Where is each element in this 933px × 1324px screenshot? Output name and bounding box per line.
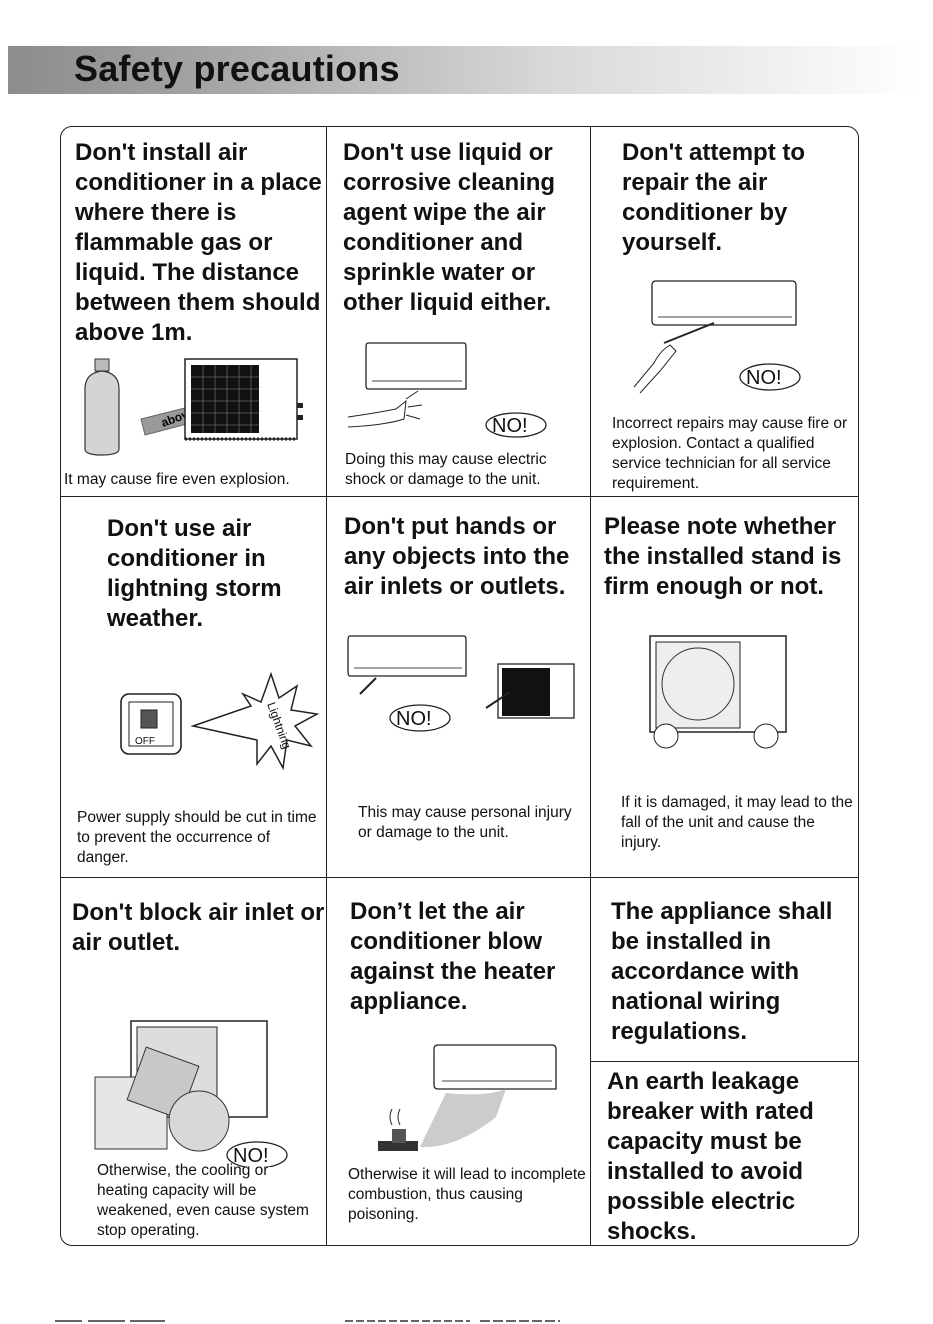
badge-text: NO!	[233, 1145, 269, 1167]
page-title: Safety precautions	[74, 48, 400, 89]
card-heading: Don't block air inlet or air outlet.	[72, 899, 325, 956]
indoor-unit-icon	[346, 632, 590, 742]
card-lightning	[61, 496, 326, 877]
switch-label: OFF	[135, 736, 155, 747]
card-stand-firm	[590, 496, 859, 877]
spray-hand-icon	[348, 401, 406, 427]
card-heading: Don't use liquid or corrosive cleaning agent wipe the air conditioner and sprinkle water or other liquid either.	[343, 139, 556, 316]
power-switch-icon	[111, 664, 323, 784]
card-wiring-regulations	[590, 877, 859, 1061]
card-heading: Don't put hands or any objects into the air inlets or outlets.	[344, 513, 570, 600]
card-note: If it is damaged, it may lead to the fall of the unit and cause the injury.	[621, 794, 853, 851]
card-note: Doing this may cause electric shock or damage to the unit.	[345, 451, 547, 488]
card-no-heater	[326, 877, 590, 1246]
card-no-block	[61, 877, 326, 1246]
card-no-self-repair	[590, 127, 859, 496]
card-heading: Don't install air conditioner in a place where there is flammable gas or liquid. The distance between them should above 1m.	[75, 139, 322, 346]
card-no-liquid	[326, 127, 590, 496]
lightning-label: Lightning	[264, 700, 294, 751]
card-heading: The appliance shall be installed in accordance with national wiring regulations.	[611, 898, 833, 1045]
card-heading: Don’t let the air conditioner blow against the heater appliance.	[350, 898, 556, 1015]
card-heading: Please note whether the installed stand is firm enough or not.	[604, 513, 842, 600]
card-note: This may cause personal injury or damage to the unit.	[358, 804, 572, 841]
card-no-hands	[326, 496, 590, 877]
badge-text: NO!	[492, 415, 528, 437]
badge-text: NO!	[746, 367, 782, 389]
title-banner	[8, 46, 920, 94]
block-boxes-icon	[91, 1017, 321, 1167]
lightning-icon	[193, 674, 317, 768]
card-note: It may cause fire even explosion.	[64, 471, 290, 488]
screwdriver-hand-icon	[664, 323, 714, 343]
card-note: Otherwise, the cooling or heating capacity will be weakened, even cause system stop operating.	[97, 1162, 309, 1239]
footer-marks	[0, 1318, 933, 1324]
card-flammable-gas	[61, 127, 326, 496]
distance-label: above	[159, 404, 197, 430]
card-note: Incorrect repairs may cause fire or explosion. Contact a qualified service technician for all service requirement.	[612, 415, 848, 492]
indoor-unit-icon	[624, 277, 844, 397]
heater-icon	[356, 1037, 586, 1157]
card-note: Otherwise it will lead to incomplete combustion, thus causing poisoning.	[348, 1166, 586, 1223]
card-heading: An earth leakage breaker with rated capacity must be installed to avoid possible electric shocks.	[607, 1068, 814, 1245]
outdoor-unit-icon	[181, 355, 311, 447]
indoor-unit-icon	[346, 339, 586, 443]
outdoor-unit-icon	[646, 632, 806, 752]
card-heading: Don't use air conditioner in lightning storm weather.	[107, 515, 282, 632]
card-earth-leakage	[590, 1061, 859, 1246]
card-note: Power supply should be cut in time to prevent the occurrence of danger.	[77, 809, 317, 866]
card-heading: Don't attempt to repair the air conditioner by yourself.	[622, 139, 806, 256]
badge-text: NO!	[396, 708, 432, 730]
safety-grid	[60, 126, 859, 1246]
